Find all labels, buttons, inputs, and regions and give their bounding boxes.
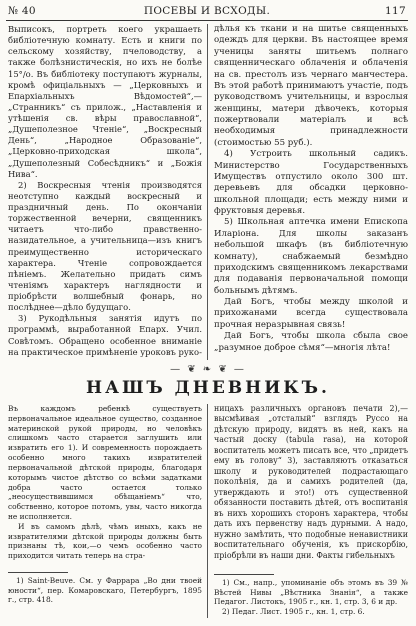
paragraph: 3) Рукодѣльныя занятія идутъ по программѣ, выработанной Епарх. Учил. Совѣтомъ. Обращено особенное вниманіе на практическое примѣненіе уроковъ руко-: [8, 313, 202, 357]
footnote: 1) См., напр., упоминаніе объ этомъ въ 39 № Вѣстей Нивы „Вѣстника Знанія“, а также Педагог. Листокъ, 1905 г., кн. 1, стр. 3, 6 и др.: [214, 578, 408, 607]
section-title: НАШЪ ДНЕВНИКЪ.: [86, 378, 330, 398]
paragraph: 5) Школьная аптечка имени Епископа Иларіона. Для школы заказанъ небольшой шкафъ (въ библіотечную комнату), снабжаемый безмѣдно приходскимъ священникомъ лекарствами для подаванія первоначальной помощи больнымъ дѣтямъ.: [214, 217, 408, 296]
bottom-right-column: [214, 404, 408, 570]
issue-number: № 40: [8, 5, 36, 17]
column-divider: [207, 404, 208, 618]
column-divider: [207, 24, 208, 360]
ornament-divider: — ❦ ❧ ❦ —: [170, 364, 246, 375]
top-left-column: [8, 24, 202, 360]
bottom-left-column: [8, 404, 202, 560]
paragraph: Дай Богъ, чтобы между школой и прихожанами всегда существовала прочная неразрывная связь!: [214, 297, 408, 330]
paragraph: И въ самомъ дѣлѣ, чѣмъ иныхъ, какъ не извратителями дѣтской природы должны быть признаны тѣ, кои,—о чемъ особенно часто приходится читать теперь на стра-: [8, 521, 202, 560]
footnotes-left: [8, 576, 202, 622]
paragraph: 4) Устроить школьный садикъ. Министерство Государственныхъ Имуществъ отпустило около 300 шт. деревьевъ для обсадки церковно-школьной площади; есть между ними и фруктовыя деревья.: [214, 149, 408, 216]
top-right-column: [214, 24, 408, 360]
paragraph: Дай Богъ, чтобы школа сбыла свое „разумное доброе сѣмя“—многія лѣта!: [214, 331, 408, 353]
footnotes-right: [214, 578, 408, 622]
paragraph: Выписокъ, портреть коего украшаеть библіотечную комнату. Есть и книги по сельскому хозяйству, пчеловодству, а также болѣзнистическія, но ихъ не болѣе 15°/о. Въ библіотеку поступаютъ журналы, кромѣ офиціальныхъ — „Церковныхъ и Епархіальныхъ Вѣдомостей“,—„Странникъ“ съ прилож., „Наставленія и утѣшенія св. вѣры православной“, „Душеполезное Чтеніе“, „Воскресный День“, „Народное Образованіе“, „Церковно-приходская школа“, „Душеполезный Собесѣдникъ“ и „Божія Нива“.: [8, 24, 202, 179]
paragraph: Въ каждомъ ребенкѣ существуетъ первоначальное идеальное существо, созданное материнской рукой природы, но человѣкъ слишкомъ часто старается заглушить или извратить его 1). И современность порождаетъ особенно много такихъ извратителей первоначальной дѣтской природы, благодаря которымъ чистое дѣтство со всѣми задатками добра часто остается только „неосуществившимся обѣщаніемъ“ что, собственно, которое потомъ, увы, часто никогда не исполняется.: [8, 404, 202, 521]
paragraph: дѣлья къ ткани и на шитье священныхъ одеждъ для церкви. Въ настоящее время ученицы заняты шитьемъ полнаго священническаго облаченія и облаченія на св. престолъ изъ чернаго манчестера. Въ этой работѣ принимаютъ участіе, подъ руководствомъ учительницы, и взрослыя женщины, матери дѣвочекъ, которыя пожертвовали матеріалъ и всѣ необходимыя принадлежности (стоимостью 55 руб.).: [214, 24, 408, 148]
footnote-rule: [214, 574, 274, 575]
footnote: 2) Педаг. Лист. 1905 г., кн. 1, стр. 6.: [222, 606, 365, 616]
paragraph: ницахъ различныхъ органовъ печати 2),—высмѣивая „отсталый“ взглядъ Руссо на дѣтскую природу, видятъ въ ней, какъ на частый доску (tabula rasa), на которой воспитатель можетъ писать все, что „придетъ ему въ голову“ 3), заставляютъ отказаться школу и руководителей подрастающаго поколѣнія, да и самихъ родителей (да, утверждають и это!) отъ существенной обязанности поставить дѣтей, отъ воспитанія въ нихъ хорошихъ сторонъ характера, чтобы дать ихъ первенству надъ дурными. А надо, нужно замѣтить, что подобные ненавистники воспитательнаго обученія, къ прискорбію, пріобрѣли въ наши дни. Факты гибельныхъ: [214, 404, 408, 560]
header-rule: [6, 20, 408, 21]
page-number: 117: [385, 5, 406, 17]
footnote-rule: [8, 572, 68, 573]
paragraph: 2) Воскресныя чтенія производятся неотступно каждый воскресный и праздничный день. По окончаніи торжественной вечерни, священникъ читаетъ что-либо правственно-назидательное, а учительница—изъ книгъ преимущественно историческаго характера. Чтеніе сопровождается пѣніемъ. Желательно придать симъ чтеніямъ характеръ наглядности и пріобрѣсти волшебный фонарь, но послѣднее—дѣло будущаго.: [8, 179, 202, 313]
footnote: 1) Saint-Beuve. См. у Фаррара „Во дни твоей юности“, пер. Комаровскаго, Петербургъ, 1895 г., стр. 418.: [8, 576, 202, 605]
page-header: [8, 5, 406, 19]
journal-title: ПОСЕВЫ И ВСХОДЫ.: [143, 5, 271, 17]
